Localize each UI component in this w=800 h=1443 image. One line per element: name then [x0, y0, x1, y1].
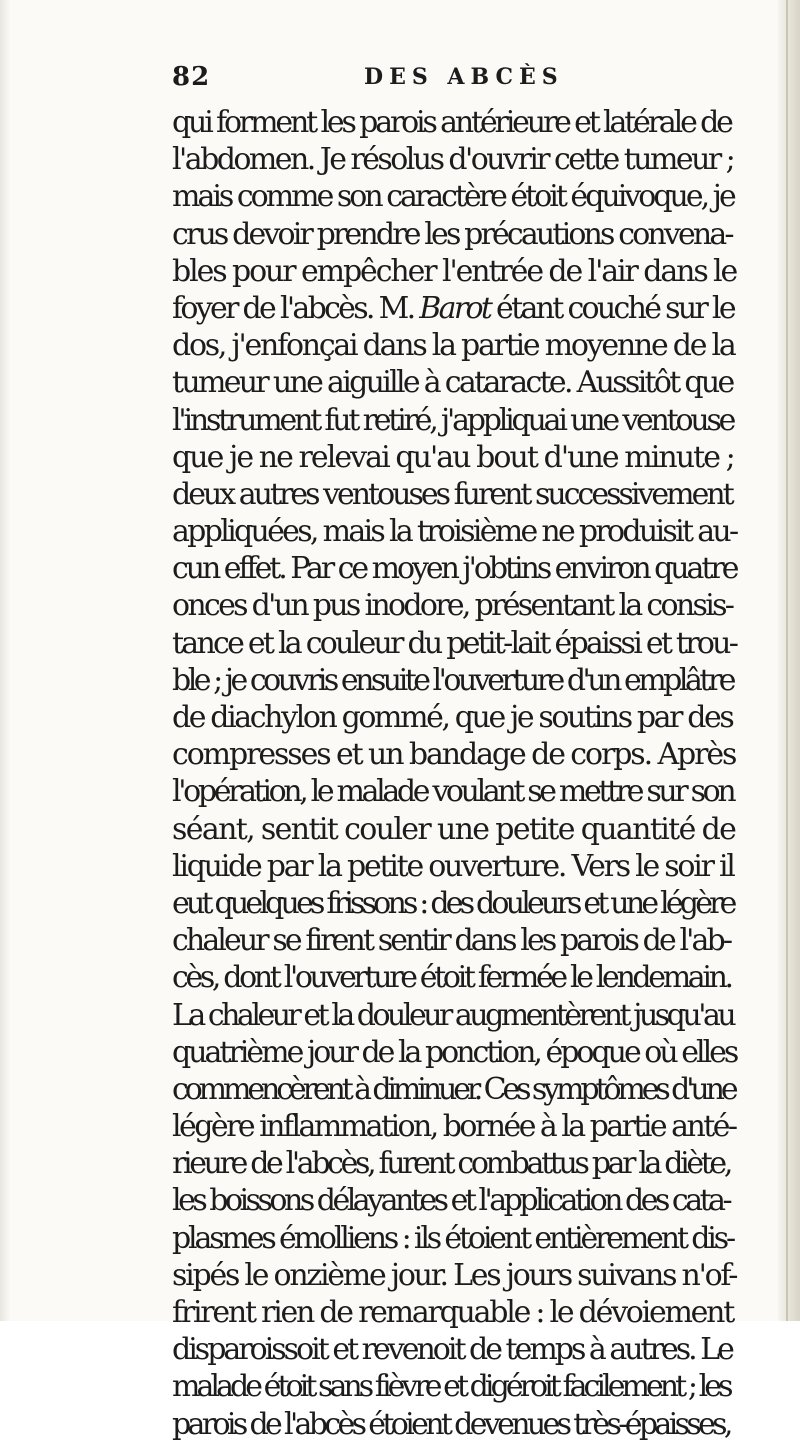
running-title: DES ABCÈS: [364, 64, 564, 90]
text-line: chaleur se firent sentir dans les parois de l'ab-: [172, 923, 731, 959]
text-line: quatrième jour de la ponction, époque où elles: [172, 1034, 737, 1070]
page-edge: [778, 0, 800, 1321]
text-segment: foyer de l'abcès. M.: [172, 290, 414, 326]
text-line: onces d'un pus inodore, présentant la consis-: [172, 588, 733, 624]
text-line: plasmes émolliens : ils étoient entièrement dis-: [172, 1220, 733, 1256]
text-line: malade étoit sans fièvre et digéroit facilement ; les: [172, 1369, 730, 1405]
text-line: rieure de l'abcès, furent combattus par la diète,: [172, 1146, 731, 1182]
text-line: tumeur une aiguille à cataracte. Aussitôt que: [172, 365, 733, 401]
italic-name: Barot: [419, 290, 491, 326]
text-line: appliquées, mais la troisième ne produisit au-: [172, 514, 737, 550]
text-line: cun effet. Par ce moyen j'obtins environ quatre: [172, 551, 737, 587]
text-line: bles pour empêcher l'entrée de l'air dans le: [172, 253, 737, 289]
text-line: compresses et un bandage de corps. Après: [172, 737, 736, 773]
text-line: tance et la couleur du petit-lait épaissi et trou-: [172, 625, 737, 661]
text-line: frirent rien de remarquable : le dévoiement: [172, 1295, 734, 1330]
text-line: mais comme son caractère étoit équivoque, je: [172, 179, 734, 215]
text-line: l'opération, le malade voulant se mettre sur son: [172, 774, 734, 810]
text-line: séant, sentit couler une petite quantité de: [172, 811, 736, 847]
text-line: que je ne relevai qu'au bout d'une minute ;: [172, 439, 734, 475]
text-line: [172, 290, 736, 327]
gutter-shadow: [0, 0, 10, 1321]
text-line: l'instrument fut retiré, j'appliquai une ventouse: [172, 402, 734, 438]
text-line: cès, dont l'ouverture étoit fermée le lendemain.: [172, 960, 731, 996]
text-segment: étant couché sur le: [496, 290, 734, 326]
text-line: ble ; je couvris ensuite l'ouverture d'un emplâtre: [172, 662, 733, 698]
text-line: les boissons délayantes et l'application des cata-: [172, 1183, 730, 1219]
text-line: légère inflammation, bornée à la partie anté-: [172, 1109, 736, 1145]
text-line: qui forment les parois antérieure et latérale de: [172, 105, 731, 140]
text-line: de diachylon gommé, que je soutins par des: [172, 700, 733, 735]
body-text: [172, 104, 736, 1443]
text-line: deux autres ventouses furent successivement: [172, 476, 732, 512]
text-line: parois de l'abcès étoient devenues très-épaisses,: [172, 1406, 730, 1442]
text-line: disparoissoit et revenoit de temps à autres. Le: [172, 1332, 732, 1368]
text-line: liquide par la petite ouverture. Vers le soir il: [172, 848, 734, 884]
text-line: dos, j'enfonçai dans la partie moyenne de la: [172, 328, 735, 364]
text-line: l'abdomen. Je résolus d'ouvrir cette tumeur ;: [172, 142, 734, 178]
page-header: [172, 56, 732, 100]
text-line: crus devoir prendre les précautions convena-: [172, 216, 732, 252]
text-line: eut quelques frissons : des douleurs et une légère: [172, 885, 734, 921]
page-number: 82: [172, 62, 211, 92]
text-line: commencèrent à diminuer. Ces symptômes d'une: [172, 1071, 735, 1107]
text-line: sipés le onzième jour. Les jours suivans n'of-: [172, 1257, 737, 1293]
text-line: La chaleur et la douleur augmentèrent jusqu'au: [172, 997, 734, 1033]
